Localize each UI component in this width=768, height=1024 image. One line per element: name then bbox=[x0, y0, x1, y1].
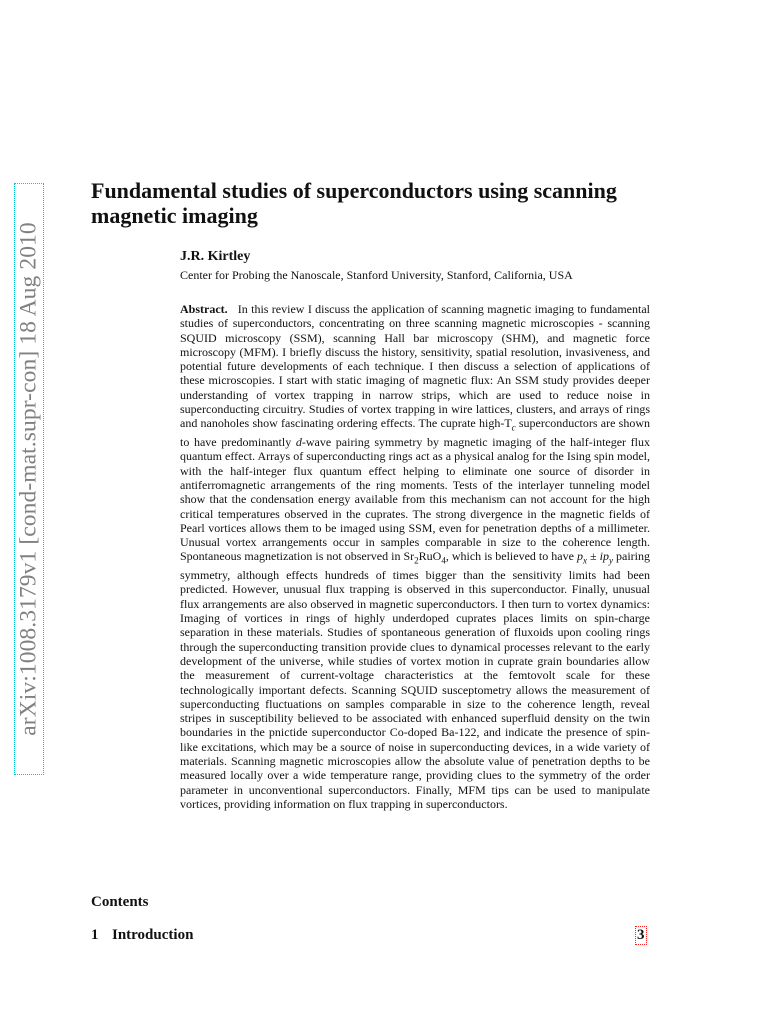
d-wave-symbol: d bbox=[295, 435, 302, 450]
toc-entry[interactable] bbox=[91, 927, 651, 944]
author-name: J.R. Kirtley bbox=[180, 249, 251, 264]
px-symbol: p bbox=[576, 549, 583, 564]
ipy-symbol: ip bbox=[599, 549, 609, 564]
ruo-text: RuO bbox=[418, 549, 442, 564]
abstract-label: Abstract. bbox=[180, 302, 228, 316]
abstract-text-5: pairing symmetry, although effects hundreds of times bigger than the sensitivity limits had been predicted. However, unusual flux trapping is observed in this superconductor. Finally, unusual flux arrangements are also observed in magnetic superconductors. I then turn to vortex dynamics: Imaging of vortices in rings of highly underdoped cuprates places limits on spin-charge separation in these materials. Studies of spontaneous generation of fluxoids upon cooling rings through the superconducting transition provide clues to dynamical processes relevant to the early development of the universe, while studies of vortex motion in cuprate grain boundaries allow the measurement of current-voltage characteristics at the femtovolt scale for these technologically important defects. Scanning SQUID susceptometry allows the measurement of superconducting fluctuations on samples comparable in size to the coherence length, reveal stripes in susceptibility believed to be associated with enhanced superfluid density on the twin boundaries in the pnictide superconductor Co-doped Ba-122, and indicate the presence of spin-like excitations, which may be a source of noise in superconducting devices, in a wide variety of materials. Scanning magnetic microscopies allow the absolute value of penetration depths to be measured locally over a wide temperature range, providing clues to the symmetry of the order parameter in unconventional superconductors. Finally, MFM tips can be used to manipulate vortices, providing information on flux trapping in superconductors. bbox=[180, 549, 651, 811]
abstract bbox=[180, 302, 650, 811]
py-subscript: y bbox=[608, 555, 613, 566]
abstract-text-3: -wave pairing symmetry by magnetic imaging of the half-integer flux quantum effect. Arrays of superconducting rings act as a physical analog for the Ising spin model, with the half-integer flux quantum effect helping to eliminate one source of disorder in antiferromagnetic arrangements of the ring moments. Tests of the interlayer tunneling model show that the condensation energy available from this mechanism can not account for the high critical temperatures observed in the cuprates. The strong divergence in the magnetic fields of Pearl vortices allows them to be imaged using SSM, even for penetration depths of a millimeter. Unusual vortex arrangements occur in samples comparable in size to the coherence length. Spontaneous magnetization is not observed in Sr bbox=[180, 435, 650, 564]
px-subscript: x bbox=[582, 555, 587, 566]
contents-heading: Contents bbox=[91, 894, 149, 910]
o-subscript: 4 bbox=[441, 555, 446, 566]
author-affiliation: Center for Probing the Nanoscale, Stanford University, Stanford, California, USA bbox=[180, 268, 573, 282]
toc-entry-title: Introduction bbox=[112, 927, 194, 943]
sr-subscript: 2 bbox=[414, 555, 419, 566]
arxiv-identifier[interactable]: arXiv:1008.3179v1 [cond-mat.supr-con] 18 Aug 2010 bbox=[15, 222, 42, 736]
abstract-text-2: superconductors are shown to have predominantly bbox=[180, 416, 650, 450]
tc-subscript: c bbox=[511, 422, 516, 433]
toc-entry-number: 1 bbox=[91, 927, 99, 943]
toc-page-link[interactable]: 3 bbox=[637, 927, 645, 943]
paper-title: Fundamental studies of superconductors using scanning magnetic imaging bbox=[91, 178, 617, 228]
abstract-text-4: , which is believed to have bbox=[445, 549, 577, 564]
plus-minus: ± bbox=[586, 549, 600, 564]
abstract-text-1: In this review I discuss the application of scanning magnetic imaging to fundamental studies of superconductors, concentrating on three scanning magnetic microscopies - scanning SQUID microscopy (SSM), scanning Hall bar microscopy (SHM), and magnetic force microscopy (MFM). I briefly discuss the history, sensitivity, spatial resolution, invasiveness, and potential future developments of each technique. I then discuss a selection of applications of these microscopies. I start with static imaging of magnetic flux: An SSM study provides deeper understanding of vortex trapping in narrow strips, which are used to reduce noise in superconducting circuitry. Studies of vortex trapping in wire lattices, clusters, and arrays of rings and nanoholes show fascinating ordering effects. The cuprate high-T bbox=[180, 302, 650, 431]
